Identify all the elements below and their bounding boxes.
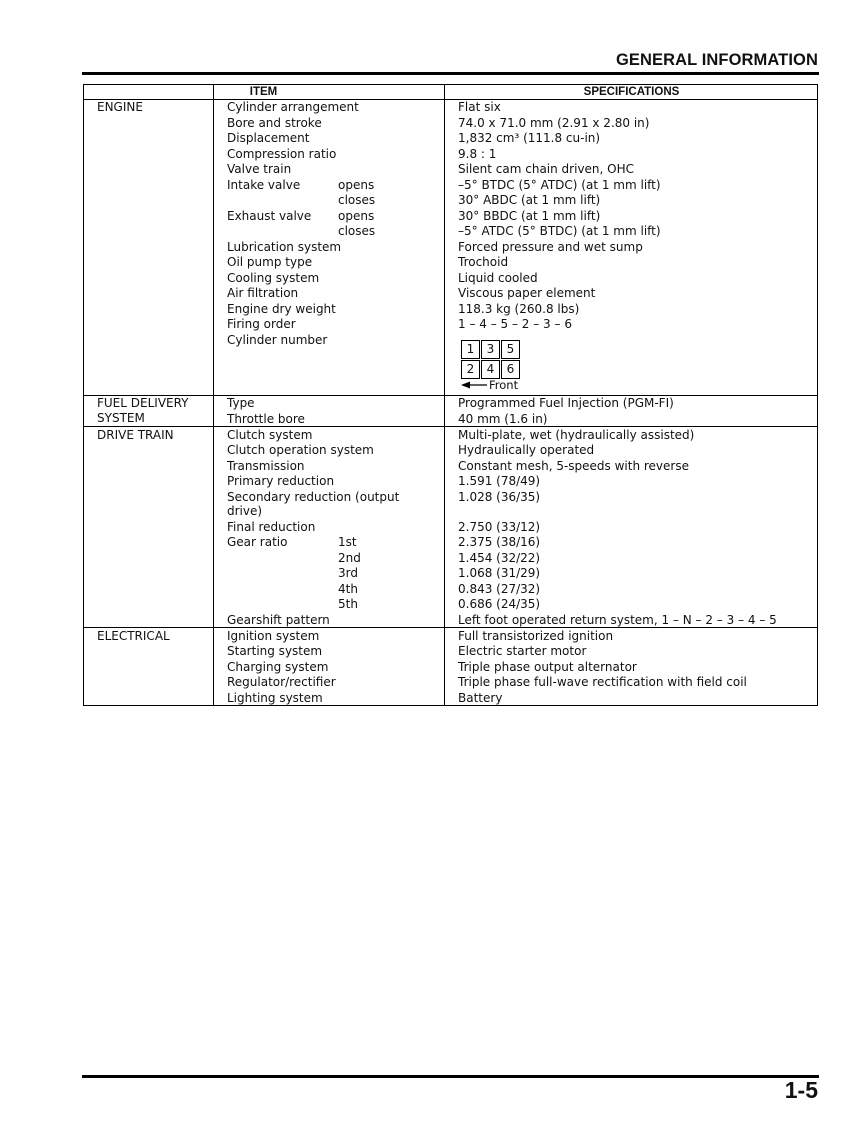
item-label: Air filtration: [227, 286, 299, 300]
footer-rule: [82, 1075, 819, 1078]
item-sublabel: 1st: [338, 535, 357, 549]
spec-value: Multi-plate, wet (hydraulically assisted): [458, 428, 695, 442]
item-sublabel: closes: [338, 193, 376, 207]
item-label: Ignition system: [227, 629, 320, 643]
column-header-specifications: SPECIFICATIONS: [583, 86, 680, 98]
item-label: Transmission: [227, 459, 305, 473]
spec-value: 1 – 4 – 5 – 2 – 3 – 6: [458, 317, 572, 331]
cylinder-cell: 2: [461, 360, 480, 379]
item-label: Gearshift pattern: [227, 613, 330, 627]
spec-value: 118.3 kg (260.8 lbs): [458, 302, 580, 316]
spec-value: Viscous paper element: [458, 286, 596, 300]
section-label-electrical: ELECTRICAL: [97, 629, 170, 643]
item-label: Primary reduction: [227, 474, 335, 488]
spec-value: 2.375 (38/16): [458, 535, 541, 549]
page-title: GENERAL INFORMATION: [615, 51, 818, 69]
item-label: Valve train: [227, 162, 292, 176]
item-label: Type: [227, 396, 255, 410]
section-label-engine: ENGINE: [97, 100, 143, 114]
section-label-fuel-delivery-cont: SYSTEM: [97, 411, 145, 425]
section-label-drive-train: DRIVE TRAIN: [97, 428, 174, 442]
item-sublabel: opens: [338, 178, 375, 192]
header-row-divider: [84, 99, 817, 100]
spec-value: Flat six: [458, 100, 501, 114]
item-label: Final reduction: [227, 520, 316, 534]
spec-value: 74.0 x 71.0 mm (2.91 x 2.80 in): [458, 116, 650, 130]
item-label: Clutch operation system: [227, 443, 374, 457]
column-header-item: ITEM: [249, 86, 278, 98]
spec-value: Left foot operated return system, 1 – N – 2 – 3 – 4 – 5: [458, 613, 777, 627]
spec-value: 2.750 (33/12): [458, 520, 541, 534]
item-label: Cooling system: [227, 271, 320, 285]
spec-value: Programmed Fuel Injection (PGM-FI): [458, 396, 674, 410]
item-label-continued: drive): [227, 504, 263, 518]
item-sublabel: 2nd: [338, 551, 361, 565]
item-label: Oil pump type: [227, 255, 313, 269]
item-sublabel: 5th: [338, 597, 358, 611]
item-label: Engine dry weight: [227, 302, 336, 316]
spec-value: 30° ABDC (at 1 mm lift): [458, 193, 601, 207]
item-label: Firing order: [227, 317, 296, 331]
cylinder-cell: 5: [501, 340, 520, 359]
spec-value: Triple phase output alternator: [458, 660, 637, 674]
front-label: Front: [489, 378, 519, 392]
specifications-table: [83, 84, 818, 706]
spec-value: Battery: [458, 691, 503, 705]
spec-value: 1.068 (31/29): [458, 566, 541, 580]
item-label: Gear ratio: [227, 535, 288, 549]
spec-value: Triple phase full-wave rectification with field coil: [458, 675, 747, 689]
page-number: 1-5: [784, 1077, 818, 1103]
item-sublabel: 3rd: [338, 566, 358, 580]
item-label: Charging system: [227, 660, 329, 674]
header-rule: [82, 72, 819, 75]
item-label: Lubrication system: [227, 240, 342, 254]
spec-value: Hydraulically operated: [458, 443, 595, 457]
spec-value: Electric starter motor: [458, 644, 587, 658]
item-label: Displacement: [227, 131, 310, 145]
item-label: Cylinder number: [227, 333, 328, 347]
spec-value: Full transistorized ignition: [458, 629, 614, 643]
spec-value: –5° ATDC (5° BTDC) (at 1 mm lift): [458, 224, 661, 238]
item-sublabel: 4th: [338, 582, 358, 596]
item-label: Starting system: [227, 644, 323, 658]
item-label: Regulator/rectifier: [227, 675, 336, 689]
spec-value: 1.454 (32/22): [458, 551, 541, 565]
item-label: Bore and stroke: [227, 116, 322, 130]
cylinder-cell: 3: [481, 340, 500, 359]
spec-value: 40 mm (1.6 in): [458, 412, 548, 426]
item-sublabel: opens: [338, 209, 375, 223]
spec-value: 1.591 (78/49): [458, 474, 541, 488]
cylinder-cell: 6: [501, 360, 520, 379]
item-label: Secondary reduction (output: [227, 490, 400, 504]
spec-value: Silent cam chain driven, OHC: [458, 162, 635, 176]
spec-value: Constant mesh, 5-speeds with reverse: [458, 459, 689, 473]
cylinder-cell: 1: [461, 340, 480, 359]
spec-value: Forced pressure and wet sump: [458, 240, 643, 254]
item-label: Clutch system: [227, 428, 313, 442]
spec-value: 0.686 (24/35): [458, 597, 541, 611]
item-label: Throttle bore: [227, 412, 305, 426]
spec-value: 1.028 (36/35): [458, 490, 541, 504]
item-sublabel: closes: [338, 224, 376, 238]
spec-value: 0.843 (27/32): [458, 582, 541, 596]
item-label: Intake valve: [227, 178, 301, 192]
spec-value: Liquid cooled: [458, 271, 538, 285]
spec-value: 30° BBDC (at 1 mm lift): [458, 209, 601, 223]
section-divider-fuel: [84, 395, 817, 396]
spec-value: 9.8 : 1: [458, 147, 497, 161]
spec-value: 1,832 cm³ (111.8 cu-in): [458, 131, 601, 145]
section-label-fuel-delivery: FUEL DELIVERY: [97, 396, 189, 410]
item-label: Compression ratio: [227, 147, 337, 161]
spec-value: Trochoid: [458, 255, 509, 269]
front-arrow-icon: [461, 380, 487, 390]
cylinder-cell: 4: [481, 360, 500, 379]
section-divider-drive: [84, 426, 817, 427]
item-label: Exhaust valve: [227, 209, 312, 223]
item-label: Cylinder arrangement: [227, 100, 359, 114]
spec-value: –5° BTDC (5° ATDC) (at 1 mm lift): [458, 178, 661, 192]
item-label: Lighting system: [227, 691, 323, 705]
